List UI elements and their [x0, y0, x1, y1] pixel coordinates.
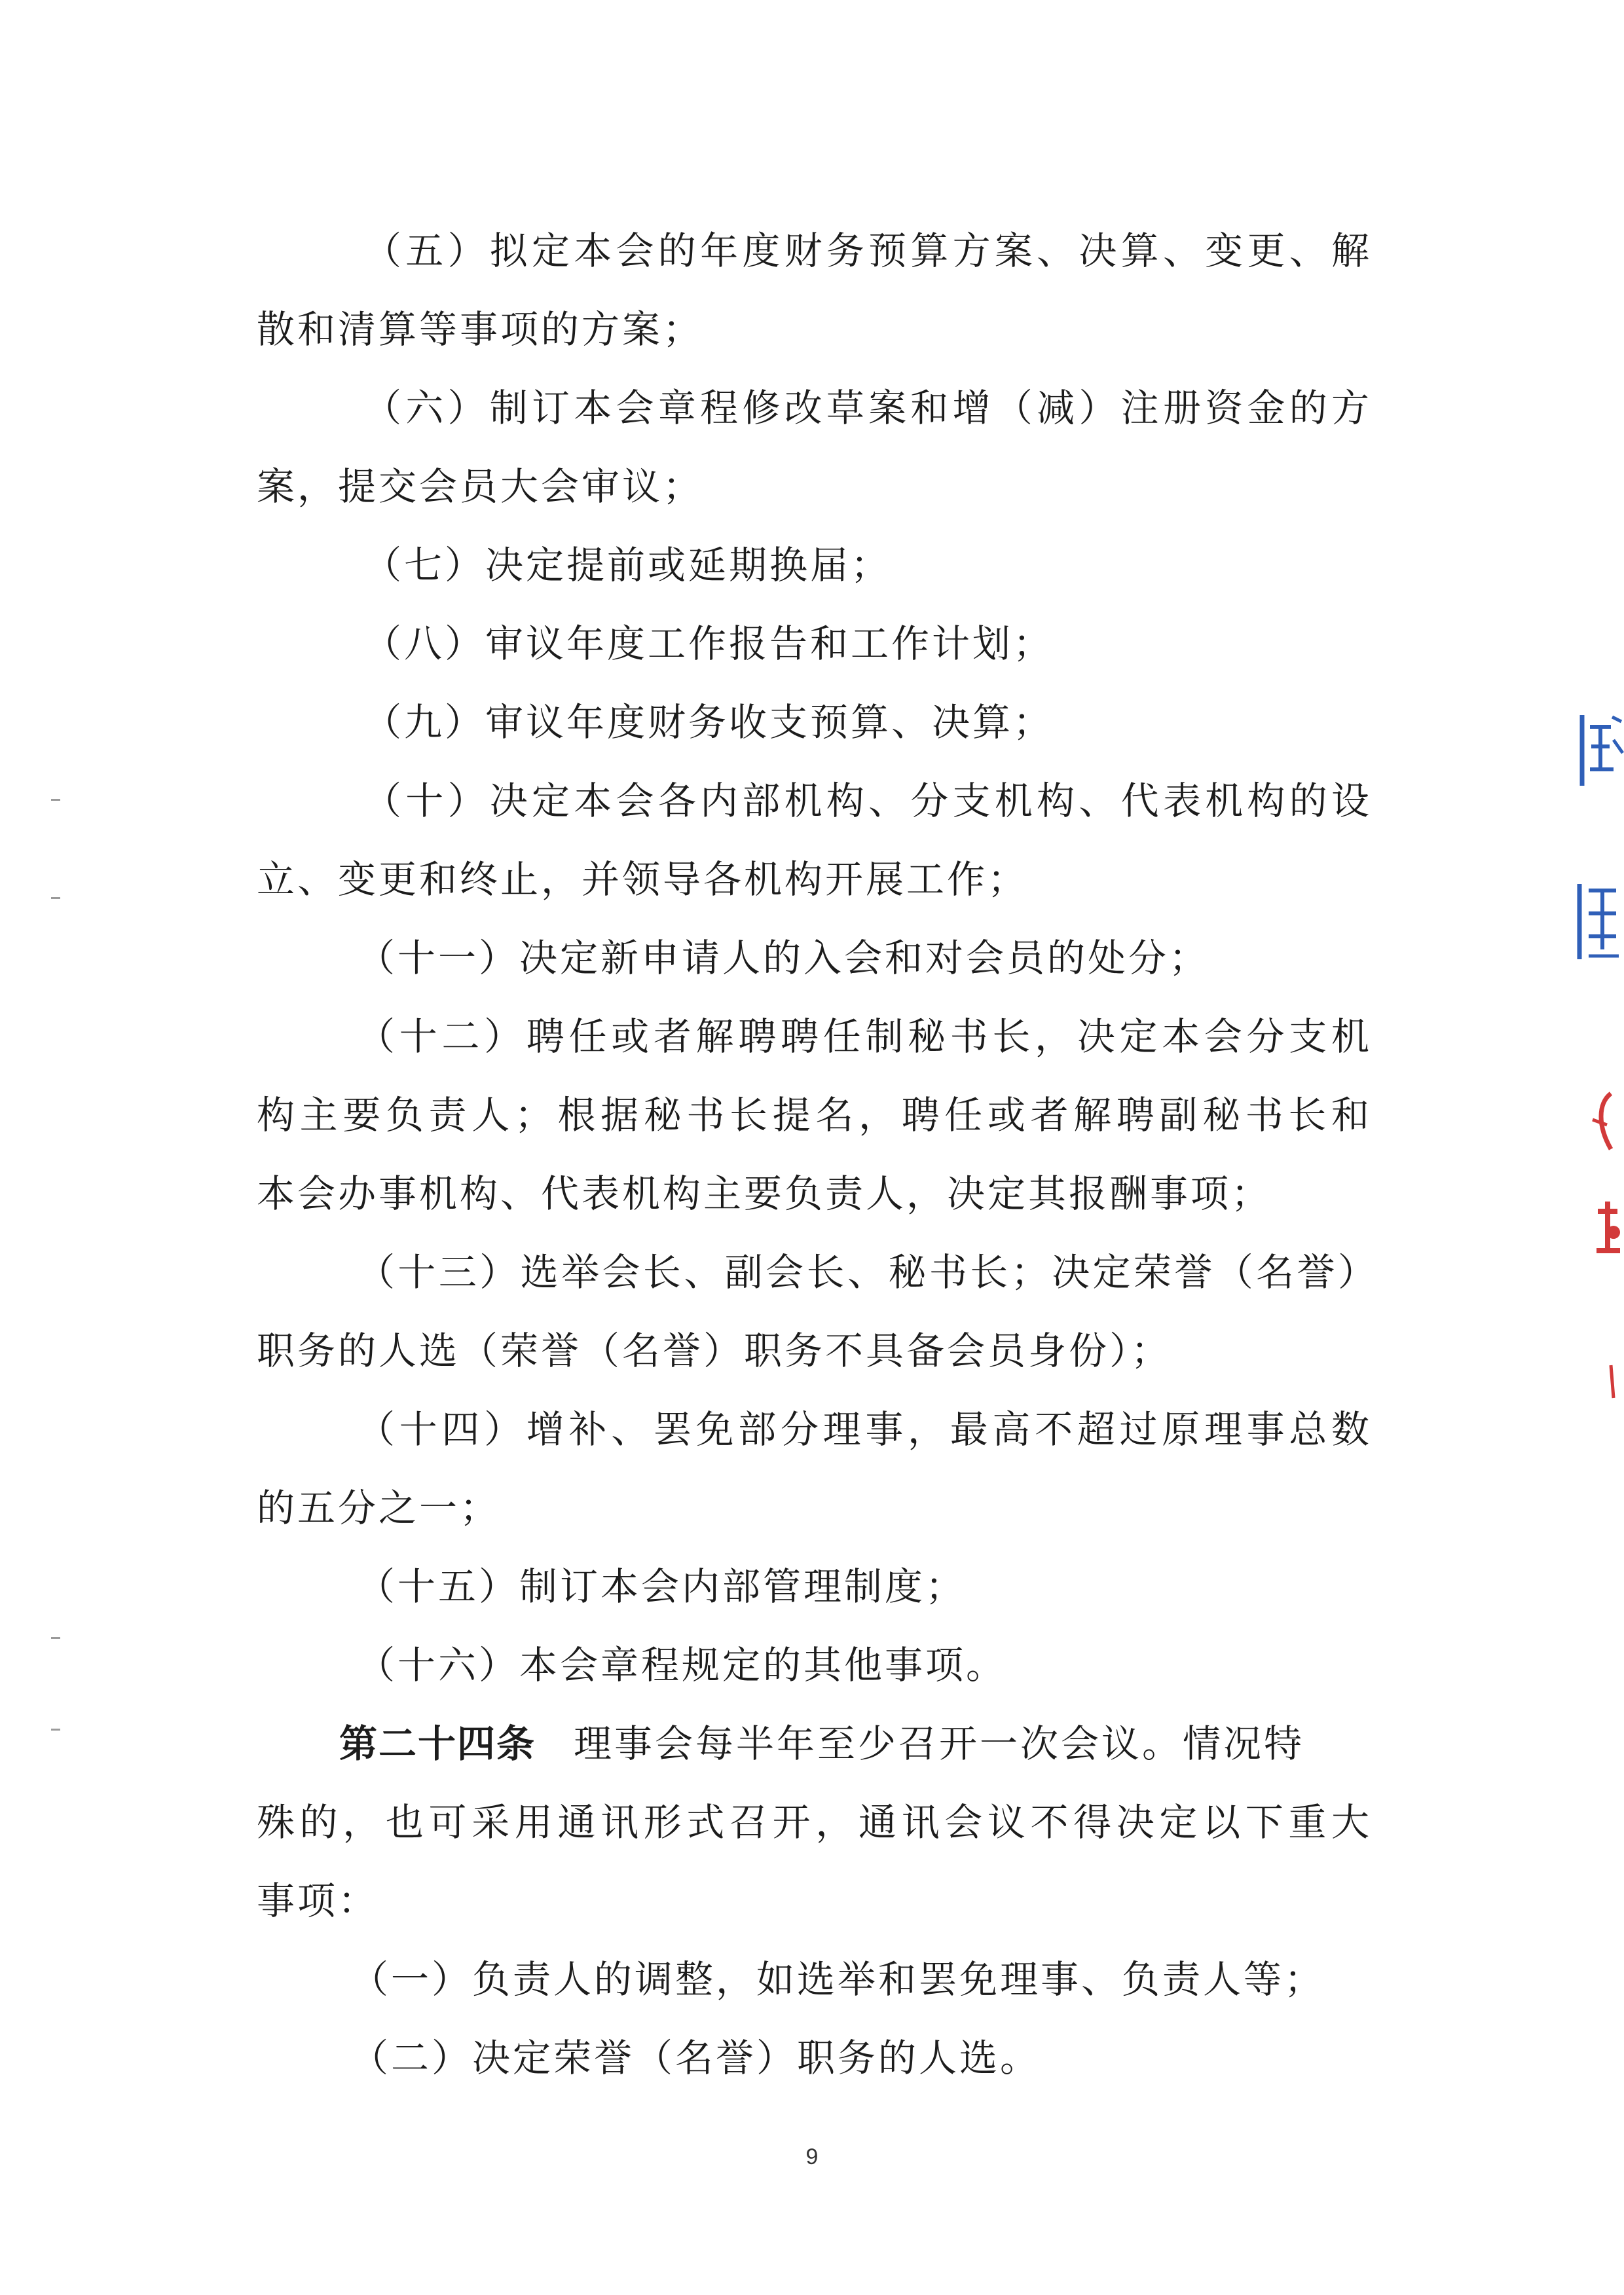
- list-item-8: （八）审议年度工作报告和工作计划；: [363, 621, 1054, 666]
- list-item-10-line-1: （十）决定本会各内部机构、分支机构、代表机构的设: [363, 779, 1372, 823]
- list-item-14-line-1: （十四）增补、罢免部分理事，最高不超过原理事总数: [357, 1407, 1372, 1452]
- sub-item-2: （二）决定荣誉（名誉）职务的人选。: [350, 2036, 1041, 2080]
- list-item-12-line-2: 构主要负责人；根据秘书长提名，聘任或者解聘副秘书长和: [257, 1093, 1372, 1137]
- sub-item-1: （一）负责人的调整，如选举和罢免理事、负责人等；: [350, 1957, 1325, 2002]
- list-item-5-line-2: 散和清算等事项的方案；: [257, 307, 704, 352]
- article-24-line-3: 事项：: [257, 1879, 379, 1923]
- red-stamp-fragment-top: [1585, 1087, 1624, 1159]
- article-number: 第二十四条: [339, 1721, 536, 1766]
- red-stamp-fragment-bottom: [1585, 1362, 1624, 1401]
- scan-speck: [51, 799, 60, 801]
- list-item-10-line-2: 立、变更和终止，并领导各机构开展工作；: [257, 857, 1029, 902]
- article-text: 理事会每半年至少召开一次会议。情况特: [574, 1721, 1305, 1766]
- article-24-line-2: 殊的，也可采用通讯形式召开，通讯会议不得决定以下重大: [257, 1800, 1372, 1845]
- scan-speck: [51, 1637, 60, 1639]
- scan-speck: [51, 1729, 60, 1731]
- list-item-14-line-2: 的五分之一；: [257, 1486, 501, 1530]
- list-item-16: （十六）本会章程规定的其他事项。: [357, 1643, 1007, 1687]
- list-item-13-line-1: （十三）选举会长、副会长、秘书长；决定荣誉（名誉）: [357, 1250, 1378, 1294]
- article-24-line-1: [339, 1717, 1380, 1770]
- list-item-12-line-1: （十二）聘任或者解聘聘任制秘书长，决定本会分支机: [357, 1014, 1372, 1059]
- list-item-5-line-1: （五）拟定本会的年度财务预算方案、决算、变更、解: [363, 229, 1372, 273]
- list-item-12-line-3: 本会办事机构、代表机构主要负责人，决定其报酬事项；: [257, 1171, 1272, 1216]
- list-item-7: （七）决定提前或延期换届；: [363, 543, 892, 587]
- blue-stamp-fragment-bottom: [1570, 871, 1624, 969]
- page-number: 9: [805, 2144, 819, 2169]
- blue-stamp-fragment-top: [1570, 707, 1624, 799]
- list-item-6-line-1: （六）制订本会章程修改草案和增（减）注册资金的方: [363, 386, 1372, 430]
- list-item-11: （十一）决定新申请人的入会和对会员的处分；: [357, 936, 1210, 980]
- list-item-15: （十五）制订本会内部管理制度；: [357, 1564, 967, 1609]
- list-item-6-line-2: 案，提交会员大会审议；: [257, 464, 704, 509]
- scan-speck: [51, 897, 60, 899]
- red-stamp-fragment-middle: [1585, 1192, 1624, 1264]
- list-item-13-line-2: 职务的人选（荣誉（名誉）职务不具备会员身份）；: [257, 1329, 1172, 1373]
- list-item-9: （九）审议年度财务收支预算、决算；: [363, 700, 1054, 744]
